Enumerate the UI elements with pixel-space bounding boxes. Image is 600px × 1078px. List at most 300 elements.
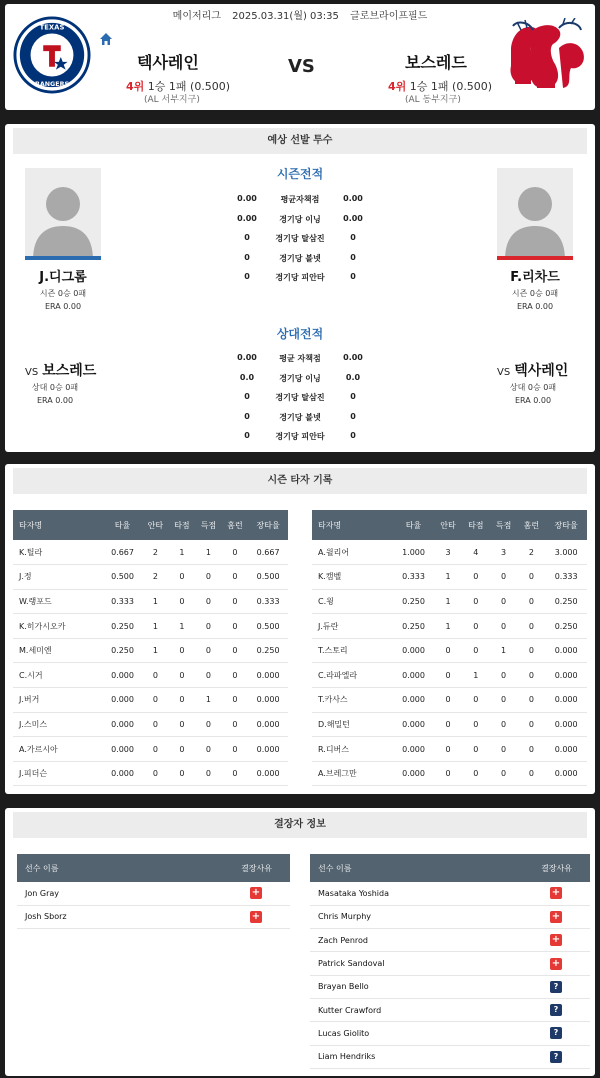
stat-cell: 1 [195,688,222,713]
stat-row [235,253,365,271]
red-cross-icon[interactable]: + [251,887,261,899]
season-record-title: 시즌전적 [276,167,324,181]
table-row [312,663,587,688]
player-name: Patrick Sandoval [310,952,473,975]
stat-cell: 2 [142,540,169,565]
batter-name: K.히가시오카 [13,614,103,639]
question-icon[interactable]: ? [550,1004,562,1016]
stat-left-value: 0 [244,431,250,440]
table-row [312,540,587,565]
stat-left-value: 0.00 [237,353,257,362]
stat-cell: 0 [169,663,196,688]
stat-cell: 0 [490,761,518,786]
stat-cell: 0 [142,712,169,737]
stat-cell: 0 [222,761,249,786]
table-row [13,565,288,590]
stat-cell: 0.250 [393,614,434,639]
stat-cell: 1 [434,614,462,639]
stat-cell: 0 [490,712,518,737]
table-row [13,638,288,663]
right-vs-record: 상대 0승 0패 [509,383,557,392]
stat-cell: 3.000 [545,540,587,565]
batter-name: D.해밀턴 [312,712,393,737]
batter-name: M.세미엔 [13,638,103,663]
table-row [312,688,587,713]
stat-row [235,194,365,212]
stat-cell: 0.333 [393,565,434,590]
stat-cell: 0.000 [103,688,142,713]
starting-pitchers-section [5,124,595,452]
column-header: 타점 [169,510,196,540]
section-title: 시즌 타자 기록 [13,468,587,494]
stat-cell: 0.000 [393,663,434,688]
table-row [17,905,290,928]
table-row [13,540,288,565]
stat-cell: 0 [462,712,490,737]
stat-cell: 0 [518,589,546,614]
svg-text:TEXAS: TEXAS [39,23,65,32]
table-row [310,975,590,998]
column-header: 안타 [434,510,462,540]
table-row [310,905,590,928]
stat-left-value: 0.00 [237,194,257,203]
stat-cell: 0.500 [248,614,288,639]
right-vs-era: ERA 0.00 [514,396,552,405]
stat-cell: 0 [222,688,249,713]
stat-cell: 0 [222,540,249,565]
table-row [310,1022,590,1045]
stat-cell: 0 [462,614,490,639]
col-player-header: 선수 이름 [17,854,144,882]
stat-cell: 0.000 [103,663,142,688]
table-row [312,589,587,614]
reason-cell [473,1022,590,1045]
stat-row [235,272,365,290]
stat-cell: 0.667 [248,540,288,565]
stat-cell: 0 [462,761,490,786]
batter-name: C.시거 [13,663,103,688]
stat-label: 경기당 피안타 [275,273,325,282]
stat-cell: 0.000 [103,712,142,737]
stat-cell: 0 [142,761,169,786]
stat-cell: 0 [222,737,249,762]
column-header: 타율 [103,510,142,540]
stat-row [235,373,365,391]
stat-label: 경기당 이닝 [279,373,321,383]
vs-label: VS [288,56,315,77]
batter-name: J.피더슨 [13,761,103,786]
vs-small-label: VS [497,367,511,378]
stat-cell: 2 [142,565,169,590]
league-label: 메이저리그 [172,11,221,22]
column-header: 타자명 [13,510,103,540]
table-row [13,737,288,762]
question-icon[interactable]: ? [550,1027,562,1039]
home-team-winloss: 1승 1패 (0.500) [147,80,231,93]
svg-text:RANGERS: RANGERS [34,81,70,89]
reason-cell [473,905,590,928]
right-vs-team [497,360,568,380]
stat-row [235,214,365,232]
stat-cell: 0 [222,614,249,639]
batter-name: A.브레그만 [312,761,393,786]
table-row [13,761,288,786]
red-cross-icon[interactable]: + [551,887,561,899]
batter-name: J.버거 [13,688,103,713]
stat-cell: 4 [462,540,490,565]
table-row [310,998,590,1021]
player-name: Zach Penrod [310,929,473,952]
away-team-division: (AL 동부지구) [405,95,461,105]
stat-cell: 0.333 [248,589,288,614]
home-icon[interactable] [99,32,113,46]
reason-cell [473,975,590,998]
batter-name: J.듀란 [312,614,393,639]
stat-right-value: 0 [350,252,356,262]
column-header: 타점 [462,510,490,540]
stat-cell: 0.000 [248,737,288,762]
col-player-header: 선수 이름 [310,854,473,882]
column-header: 안타 [142,510,169,540]
stat-cell: 0 [434,688,462,713]
stat-cell: 0 [490,565,518,590]
stat-cell: 0 [434,737,462,762]
reason-cell [473,952,590,975]
stat-cell: 0.667 [103,540,142,565]
stat-left-value: 0 [244,272,250,281]
home-batting-table [13,510,288,786]
column-header: 홈런 [222,510,249,540]
stat-cell: 1 [142,589,169,614]
stat-cell: 0 [518,688,546,713]
stat-cell: 0 [490,688,518,713]
stat-cell: 1 [490,638,518,663]
away-batting-table [312,510,587,786]
left-pitcher-name: J.디그롬 [39,270,87,285]
stat-cell: 0 [434,712,462,737]
table-row [310,929,590,952]
away-team-winloss: 1승 1패 (0.500) [409,80,493,93]
stat-right-value: 0.00 [343,353,363,362]
batter-name: C.라파엘라 [312,663,393,688]
left-vs-team [25,360,96,380]
stat-right-value: 0 [350,272,356,281]
home-team-name: 텍사레인 [137,53,199,72]
stat-cell: 0.000 [248,761,288,786]
right-pitcher-season: 시즌 0승 0패 [511,289,559,298]
stat-row [235,392,365,410]
player-name: Chris Murphy [310,905,473,928]
stat-cell: 0.000 [103,761,142,786]
home-team-rank: 4위 [126,80,145,93]
stat-cell: 0 [169,737,196,762]
home-team-division: (AL 서부지구) [144,95,200,105]
stat-cell: 0 [434,638,462,663]
left-vs-era: ERA 0.00 [36,396,74,405]
player-name: Masataka Yoshida [310,882,473,905]
reason-cell [144,905,290,928]
stat-cell: 0 [462,688,490,713]
stat-cell: 0.000 [545,638,587,663]
stat-cell: 0.000 [393,737,434,762]
stat-cell: 1 [462,663,490,688]
stat-cell: 2 [518,540,546,565]
stat-cell: 0 [462,638,490,663]
stat-row [235,412,365,430]
stat-right-value: 0.00 [343,213,363,223]
stat-cell: 0.000 [103,737,142,762]
stat-cell: 1 [169,614,196,639]
table-row [312,638,587,663]
stat-cell: 0 [222,638,249,663]
batter-name: T.카사스 [312,688,393,713]
player-name: Brayan Bello [310,975,473,998]
player-name: Kutter Crawford [310,998,473,1021]
injury-section [5,808,595,1076]
stat-cell: 1 [434,565,462,590]
stat-cell: 0.000 [393,688,434,713]
column-header: 홈런 [518,510,546,540]
left-vs-record: 상대 0승 0패 [31,383,79,392]
stat-cell: 0.250 [248,638,288,663]
stat-cell: 0 [222,663,249,688]
right-pitcher-era: ERA 0.00 [516,302,554,311]
table-row [310,952,590,975]
stat-cell: 0 [195,761,222,786]
batter-name: A.윌리어 [312,540,393,565]
table-row [13,663,288,688]
column-header: 득점 [490,510,518,540]
rangers-logo [13,16,91,94]
stat-cell: 0 [195,565,222,590]
left-pitcher-season: 시즌 0승 0패 [39,289,87,298]
left-pitcher-era: ERA 0.00 [44,302,82,311]
stat-cell: 0.000 [248,712,288,737]
stat-left-value: 0.00 [237,213,257,223]
table-row [13,712,288,737]
batter-name: J.스미스 [13,712,103,737]
stat-left-value: 0 [244,411,250,421]
player-name: Josh Sborz [17,905,144,928]
section-title: 예상 선발 투수 [13,128,587,154]
stat-cell: 0 [490,663,518,688]
stat-cell: 0 [169,688,196,713]
stat-cell: 0 [169,638,196,663]
stat-cell: 0.333 [103,589,142,614]
table-row [310,1045,590,1068]
stat-label: 경기당 피안타 [275,432,325,441]
stat-cell: 0 [490,737,518,762]
stat-label: 평균 자책점 [279,354,321,363]
column-header: 장타율 [248,510,288,540]
batter-name: R.디버스 [312,737,393,762]
stat-left-value: 0 [244,252,250,262]
stat-cell: 0 [434,761,462,786]
stat-cell: 0.000 [545,761,587,786]
stat-cell: 0 [222,589,249,614]
stat-cell: 1 [195,540,222,565]
stat-cell: 1.000 [393,540,434,565]
stat-cell: 0 [195,638,222,663]
stat-right-value: 0 [350,431,356,440]
match-datetime: 2025.03.31(월) 03:35 [232,11,339,22]
stat-right-value: 0 [350,411,356,421]
stat-row [235,431,365,449]
stat-label: 평균자책점 [280,195,320,204]
stat-cell: 0 [169,761,196,786]
table-row [13,589,288,614]
stat-cell: 0 [518,638,546,663]
stat-cell: 0 [169,589,196,614]
stat-cell: 0.000 [248,688,288,713]
stat-cell: 3 [434,540,462,565]
stat-right-value: 0.00 [343,194,363,203]
stat-left-value: 0 [244,392,250,401]
stat-cell: 0.000 [545,737,587,762]
stat-row [235,353,365,371]
stat-cell: 0 [195,589,222,614]
stat-label: 경기당 이닝 [279,214,321,224]
col-reason-header: 결장사유 [473,854,590,882]
batter-name: A.가르시아 [13,737,103,762]
stat-cell: 0.000 [545,688,587,713]
table-row [17,882,290,905]
table-row [312,712,587,737]
away-team-name: 보스레드 [405,53,467,72]
table-row [312,737,587,762]
red-cross-icon[interactable]: + [551,910,561,922]
stat-cell: 0 [518,712,546,737]
stat-cell: 0 [434,663,462,688]
stat-left-value: 0 [244,233,250,242]
table-row [13,688,288,713]
stat-cell: 0 [518,565,546,590]
stat-cell: 0.000 [393,638,434,663]
section-title: 결장자 정보 [13,812,587,838]
reason-cell [473,929,590,952]
stat-cell: 1 [142,638,169,663]
stat-cell: 0 [195,712,222,737]
vs-small-label: VS [25,367,39,378]
stat-cell: 0 [142,737,169,762]
player-name: Liam Hendriks [310,1045,473,1068]
stat-cell: 0 [462,565,490,590]
table-row [312,614,587,639]
stat-cell: 0 [142,663,169,688]
right-pitcher-name: F.리차드 [510,270,560,285]
stat-right-value: 0 [350,392,356,401]
stat-cell: 0.333 [545,565,587,590]
stat-cell: 0.000 [393,761,434,786]
away-injury-table [310,854,590,1069]
stat-label: 경기당 볼넷 [279,253,321,263]
stat-cell: 0 [195,663,222,688]
stat-cell: 0 [518,614,546,639]
table-row [13,614,288,639]
redsox-logo [507,18,587,94]
red-cross-icon[interactable]: + [551,934,561,946]
table-row [312,761,587,786]
season-batting-section [5,464,595,794]
stat-cell: 0.250 [103,614,142,639]
player-name: Jon Gray [17,882,144,905]
batter-name: W.랭포드 [13,589,103,614]
stat-left-value: 0.0 [239,372,255,382]
column-header: 득점 [195,510,222,540]
stat-cell: 0.250 [545,589,587,614]
stat-cell: 0 [462,589,490,614]
stat-cell: 0 [222,712,249,737]
reason-cell [473,998,590,1021]
stat-cell: 0 [222,565,249,590]
col-reason-header: 결장사유 [144,854,290,882]
stat-cell: 0.250 [103,638,142,663]
stat-cell: 0.250 [545,614,587,639]
stat-cell: 0.000 [393,712,434,737]
away-team-rank: 4위 [388,80,407,93]
stat-cell: 0.000 [248,663,288,688]
red-cross-icon[interactable]: + [251,910,261,922]
right-vs-team-name: 텍사레인 [514,363,569,379]
stat-cell: 0.000 [545,712,587,737]
stat-right-value: 0.0 [345,372,361,382]
stat-cell: 0.500 [248,565,288,590]
column-header: 타자명 [312,510,393,540]
red-cross-icon[interactable]: + [551,957,561,969]
stat-label: 경기당 볼넷 [279,412,321,422]
table-row [312,565,587,590]
stat-cell: 0 [518,761,546,786]
stat-label: 경기당 탈삼진 [275,393,325,402]
column-header: 장타율 [545,510,587,540]
stat-cell: 0 [490,589,518,614]
batter-name: T.스토리 [312,638,393,663]
stat-cell: 0 [169,565,196,590]
stat-cell: 0 [195,737,222,762]
stat-cell: 0.000 [545,663,587,688]
batter-name: K.틸라 [13,540,103,565]
stat-row [235,233,365,251]
batter-name: C.윙 [312,589,393,614]
reason-cell [473,1045,590,1068]
stat-cell: 1 [434,589,462,614]
question-icon[interactable]: ? [550,1051,562,1063]
stat-cell: 1 [142,614,169,639]
table-row [310,882,590,905]
question-icon[interactable]: ? [550,981,562,993]
stat-cell: 0.500 [103,565,142,590]
stat-label: 경기당 탈삼진 [275,234,325,243]
home-injury-table [17,854,290,929]
stat-cell: 0 [490,614,518,639]
stat-cell: 0.250 [393,589,434,614]
stat-cell: 0 [142,688,169,713]
batter-name: K.캠벨 [312,565,393,590]
column-header: 타율 [393,510,434,540]
stat-cell: 0 [518,663,546,688]
reason-cell [144,882,290,905]
left-vs-team-name: 보스레드 [42,363,97,379]
stat-right-value: 0 [350,233,356,242]
stat-cell: 0 [518,737,546,762]
reason-cell [473,882,590,905]
h2h-record-title: 상대전적 [276,327,324,341]
stat-cell: 1 [169,540,196,565]
stat-cell: 0 [195,614,222,639]
stat-cell: 3 [490,540,518,565]
match-header [5,4,595,110]
stat-cell: 0 [169,712,196,737]
